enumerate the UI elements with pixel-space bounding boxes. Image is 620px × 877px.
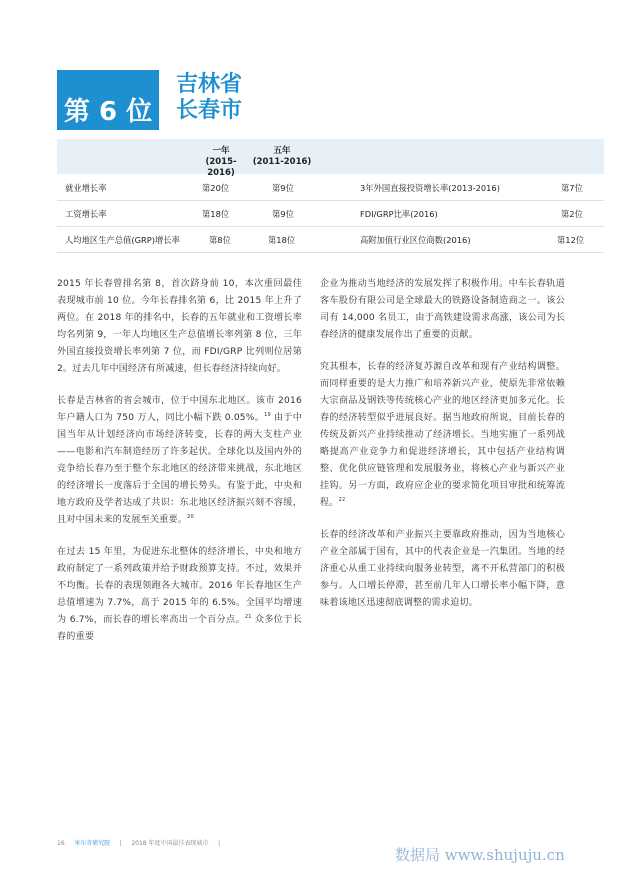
footer-org: 米尔肯研究院 <box>74 840 111 847</box>
rank-one-year: 第18位 <box>202 209 230 219</box>
left-column <box>57 276 302 661</box>
metric-label: 工资增长率 <box>65 209 107 219</box>
rank-five-year: 第18位 <box>268 235 296 245</box>
metric-label-2: FDI/GRP比率(2016) <box>360 209 438 219</box>
footer-separator: | <box>218 840 221 847</box>
paragraph: 长春的经济改革和产业振兴主要靠政府推动，因为当地核心产业全部属于国有，其中的代表企业是一汽集团。当地的经济重心从重工业持续向服务业转型，离不开私营部门的积极参与。人口增长停滞，甚至前几年人口增长率小幅下降，意味着该地区迅速彻底调整的需求迫切。 <box>320 530 565 608</box>
rank-label: 第 6 位 <box>63 97 153 127</box>
paragraph: 2015 年长春曾排名第 8，首次跻身前 10，本次重回最佳表现城市前 10 位。今年长春排名第 6，比 2015 年上升了两位。在 2018 年的排名中，长春的五年就业和工资增长率均名列第 9，一年人均地区生产总值增长率列第 8 位，三年外国直接投资增长率列第 7 位，而 FDI/GRP 比列则位居第 2。过去几年中国经济有所减速，但长春经济持续向好。 <box>57 279 302 374</box>
col-header-one-year: 一年 (2015-2016) <box>205 146 237 178</box>
province-name: 吉林省 <box>176 72 243 97</box>
page-footer <box>57 838 220 847</box>
page-title <box>176 72 242 124</box>
rank-value-2: 第2位 <box>561 209 583 219</box>
rank-one-year: 第20位 <box>202 183 230 193</box>
right-column <box>320 276 565 627</box>
page-number: 16 <box>57 840 65 847</box>
rank-five-year: 第9位 <box>272 183 294 193</box>
footer-separator: | <box>119 840 122 847</box>
rank-five-year: 第9位 <box>272 209 294 219</box>
metric-label-2: 3年外国直接投资增长率(2013-2016) <box>360 183 500 193</box>
rank-badge <box>57 70 159 130</box>
col-header-five-year: 五年 (2011-2016) <box>252 146 312 167</box>
footnote-ref: 22 <box>338 496 346 503</box>
metric-label-2: 高附加值行业区位商数(2016) <box>360 235 471 245</box>
footer-report-title: 2018 年度中国最佳表现城市 <box>131 840 209 847</box>
footnote-ref: 20 <box>187 513 194 520</box>
rank-one-year: 第8位 <box>209 235 231 245</box>
footnote-ref: 19 <box>264 411 271 418</box>
rank-value-2: 第12位 <box>557 235 585 245</box>
metric-label: 人均地区生产总值(GRP)增长率 <box>65 235 180 245</box>
table-row <box>57 200 604 227</box>
table-header-band <box>57 139 604 174</box>
table-row <box>57 174 604 201</box>
paragraph: 在过去 15 年里，为促进东北整体的经济增长，中央和地方政府制定了一系列政策并给予财政预算支持。不过，效果并不均衡。长春的表现领跑各大城市。2016 年长春地区生产总值增速为 7.7%，高于 2015 年的 6.5%。全国平均增速为 6.7%，而长春的增长率高出一个百分点。$^{21}$ 众多位于长春的重要 <box>57 547 302 642</box>
watermark: 数据局 www.shujuju.cn <box>395 846 565 864</box>
footnote-ref: 21 <box>244 613 252 620</box>
paragraph: 究其根本，长春的经济复苏源自改革和现有产业结构调整。而同样重要的是大力推广和培养新兴产业，使原先非常依赖大宗商品及钢铁等传统核心产业的地区经济更加多元化。长春的经济转型似乎进展良好。据当地政府所说，目前长春的传统及新兴产业持续推动了经济增长。当地实施了一系列战略提高产业竞争力和促进经济增长，其中包括产业结构调整、优化供应链管理和发展服务业，将核心产业与新兴产业挂钩。另一方面，政府应企业的要求简化项目审批和统筹流程。$^{22}$ <box>320 362 565 508</box>
paragraph: 企业为推动当地经济的发展发挥了积极作用。中车长春轨道客车股份有限公司是全球最大的铁路设备制造商之一。该公司有 14,000 名员工，由于高铁建设需求高涨，该公司为长春经济的健康发展作出了重要的贡献。 <box>320 279 565 340</box>
rank-value-2: 第7位 <box>561 183 583 193</box>
table-row <box>57 226 604 253</box>
metric-label: 就业增长率 <box>65 183 107 193</box>
city-name: 长春市 <box>176 98 243 123</box>
paragraph: 长春是吉林省的省会城市，位于中国东北地区。该市 2016 年户籍人口为 750 万人，同比小幅下跌 0.05%。$^{19}$ 由于中国当年从计划经济向市场经济转变，长春的两大支柱产业——电影和汽车制造经历了许多起伏。全球化以及国内外的竞争给长春乃至于整个东北地区的经济带来挑战，东北地区的经济增长一度落后于全国的增长势头。有鉴于此，中央和地方政府及学者达成了共识：东北地区经济振兴刻不容缓，且对中国未来的发展至关重要。$^{20}$ <box>57 396 302 525</box>
